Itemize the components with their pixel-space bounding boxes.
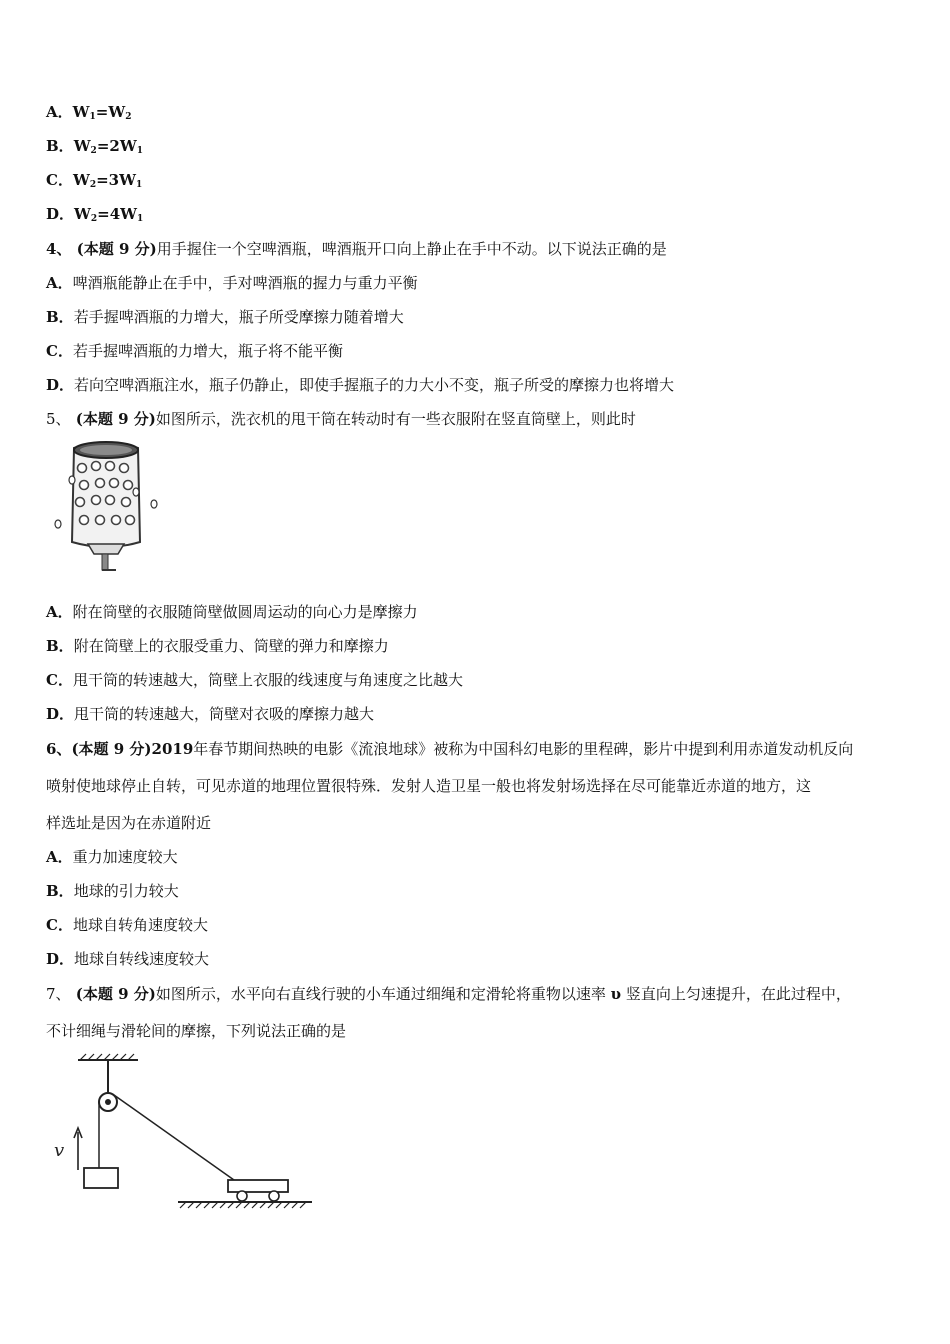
question-6-stem-line3: 样选址是因为在赤道附近 <box>46 814 212 832</box>
q6-option-c: C．地球自转角速度较大 <box>46 916 208 934</box>
option-b: B．$W_2=2W_1$ <box>46 137 143 156</box>
question-5-stem: 5、 (本题 9 分)如图所示，洗衣机的甩干筒在转动时有一些衣服附在竖直筒壁上，则此时 <box>46 410 636 428</box>
option-c: C．$W_2=3W_1$ <box>46 171 143 190</box>
q5-option-d: D．甩干筒的转速越大，筒壁对衣吸的摩擦力越大 <box>46 705 375 723</box>
question-4-stem: 4、 (本题 9 分)用手握住一个空啤酒瓶，啤酒瓶开口向上静止在手中不动。以下说法正确的是 <box>46 240 667 258</box>
option-d: D．$W_2=4W_1$ <box>46 205 144 224</box>
question-7-stem-line1: 7、 (本题 9 分)如图所示，水平向右直线行驶的小车通过细绳和定滑轮将重物以速率 υ 竖直向上匀速提升，在此过程中， <box>46 985 851 1003</box>
q6-option-b: B．地球的引力较大 <box>46 882 179 900</box>
q5-option-b: B．附在筒壁上的衣服受重力、筒壁的弹力和摩擦力 <box>46 637 389 655</box>
question-6-stem-line1: 6、(本题 9 分)2019年春节期间热映的电影《流浪地球》被称为中国科幻电影的里程碑，影片中提到利用赤道发动机反向 <box>46 740 854 758</box>
q5-option-c: C．甩干筒的转速越大，筒壁上衣服的线速度与角速度之比越大 <box>46 671 463 689</box>
pulley-cart-figure <box>48 1050 318 1215</box>
q6-option-a: A．重力加速度较大 <box>46 848 178 866</box>
velocity-label: v <box>54 1140 65 1161</box>
option-a: A．$W_1=W_2$ <box>46 103 132 122</box>
q6-option-d: D．地球自转线速度较大 <box>46 950 210 968</box>
question-7-stem-line2: 不计细绳与滑轮间的摩擦，下列说法正确的是 <box>46 1022 347 1040</box>
q4-option-d: D．若向空啤酒瓶注水，瓶子仍静止，即使手握瓶子的力大小不变，瓶子所受的摩擦力也将增大 <box>46 376 675 394</box>
q4-option-c: C．若手握啤酒瓶的力增大，瓶子将不能平衡 <box>46 342 343 360</box>
spin-dryer-figure <box>48 438 168 576</box>
q5-option-a: A．附在筒壁的衣服随筒壁做圆周运动的向心力是摩擦力 <box>46 603 418 621</box>
q4-option-b: B．若手握啤酒瓶的力增大，瓶子所受摩擦力随着增大 <box>46 308 404 326</box>
q4-option-a: A．啤酒瓶能静止在手中，手对啤酒瓶的握力与重力平衡 <box>46 274 418 292</box>
question-6-stem-line2: 喷射使地球停止自转，可见赤道的地理位置很特殊．发射人造卫星一般也将发射场选择在尽可能靠近赤道的地方，这 <box>46 777 812 795</box>
